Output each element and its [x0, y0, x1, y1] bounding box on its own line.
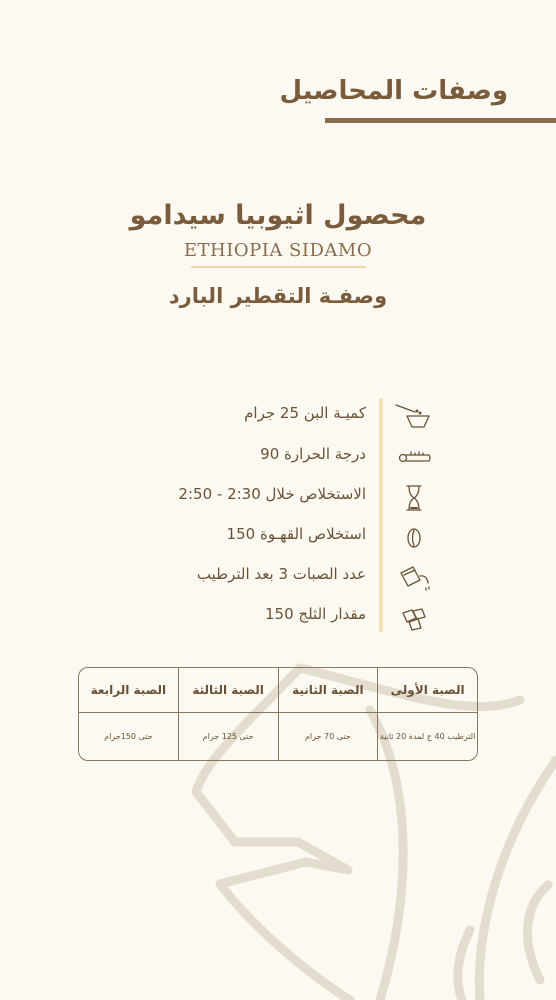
table-header-cell: الصبة الثانية: [278, 668, 378, 712]
table-row: [79, 713, 477, 760]
table-cell: حتى 150جرام: [104, 732, 153, 741]
coffee-bean-icon: [393, 521, 435, 555]
spec-text: استخلاص القهـوة 150: [226, 525, 366, 543]
spec-list: [0, 400, 556, 630]
thermometer-icon: [393, 441, 435, 475]
spec-text: درجة الحرارة 90: [260, 445, 366, 463]
coffee-scoop-icon: [393, 400, 435, 434]
product-name-arabic: محصول اثيوبيا سيدامو: [129, 200, 427, 231]
spec-text: الاستخلاص خلال 2:30 - 2:50: [178, 485, 366, 503]
pour-kettle-icon: [393, 561, 435, 595]
spec-text: عدد الصبات 3 بعد الترطيب: [196, 565, 366, 583]
spec-item-coffee-amount: [0, 400, 556, 434]
spec-item-ice-amount: [0, 601, 556, 635]
spec-item-extraction-time: [0, 481, 556, 515]
pour-schedule-table: [78, 667, 478, 761]
table-cell: حتى 70 جرام: [278, 713, 378, 760]
spec-text: كميـة البن 25 جرام: [244, 404, 366, 422]
spec-text: مقدار الثلج 150: [265, 605, 366, 623]
hourglass-icon: [393, 481, 435, 515]
spec-item-temperature: [0, 441, 556, 475]
table-cell: الترطيب 40 ج لمدة 20 ثانية: [377, 713, 477, 760]
table-header-cell: الصبة الأولى: [377, 668, 477, 712]
product-name-english: ETHIOPIA SIDAMO: [183, 240, 373, 261]
table-header-cell: الصبة الرابعة: [90, 683, 167, 697]
table-cell: حتى 125 جرام: [178, 713, 278, 760]
page-title: وصفات المحاصيل: [279, 76, 508, 106]
spec-item-coffee-extraction: [0, 521, 556, 555]
table-header-row: [79, 668, 477, 713]
recipe-name: وصفـة التقطير البارد: [168, 284, 388, 308]
ice-cubes-icon: [393, 601, 435, 635]
spec-item-pour-count: [0, 561, 556, 595]
english-name-underline: [191, 266, 366, 268]
table-header-cell: الصبة الثالثة: [178, 668, 278, 712]
title-underline: [325, 118, 556, 123]
